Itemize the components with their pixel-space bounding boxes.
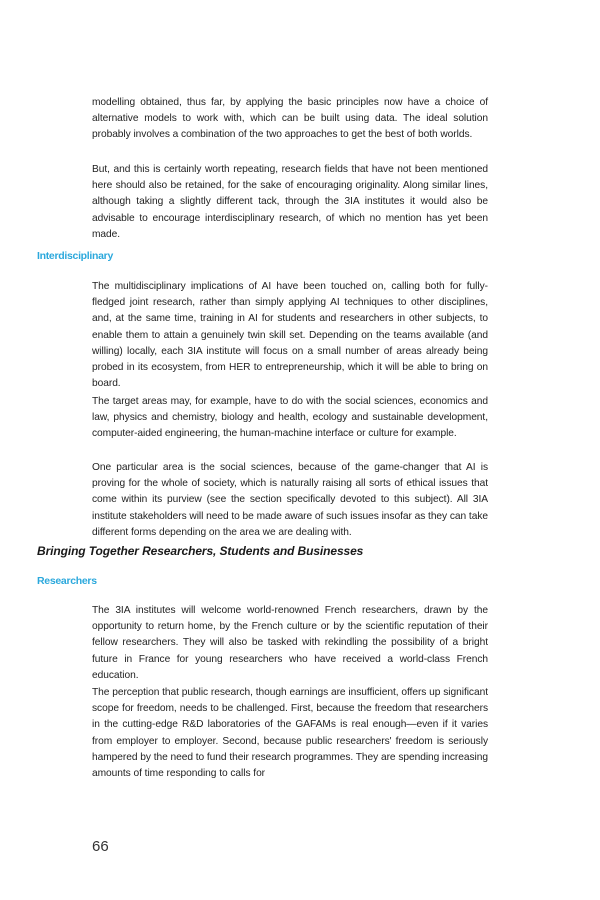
paragraph-welcome-researchers: The 3IA institutes will welcome world-renowned French researchers, drawn by the opportunity to return home, by the French culture or by the scientific reputation of their fellow researchers. They will also be tasked with rekindling the possibility of a bright future in France for young researchers who have received a world-class French education. — [92, 605, 488, 681]
subheading-interdisciplinary: Interdisciplinary — [37, 250, 114, 262]
page-number: 66 — [92, 838, 109, 855]
paragraph-social-sciences: One particular area is the social sciences, because of the game-changer that AI is proving for the whole of society, which is naturally raising all sorts of ethical issues that come within its purview (see the section specifically devoted to this subject). All 3IA institute stakeholders will need to be made aware of such issues insofar as they can take different forms depending on the area we are dealing with. — [92, 462, 488, 538]
subheading-researchers: Researchers — [37, 575, 97, 587]
paragraph-modelling: modelling obtained, thus far, by applying the basic principles now have a choice of alternative models to work with, which can be built using data. The ideal solution probably involves a combination of the two approaches to get the best of both worlds. — [92, 97, 488, 141]
paragraph-other-research-fields: But, and this is certainly worth repeating, research fields that have not been mentioned here should also be retained, for the sake of encouraging originality. Along similar lines, although taking a slightly different tack, through the 3IA institutes it would also be advisable to encourage interdisciplinary research, of which no mention has yet been made. — [92, 164, 488, 240]
section-title-bringing-together: Bringing Together Researchers, Students and Businesses — [37, 544, 364, 558]
paragraph-public-research-perception: The perception that public research, though earnings are insufficient, offers up significant scope for freedom, needs to be challenged. First, because the freedom that researchers in the cutting-edge R&D laboratories of the GAFAMs is real enough—even if it varies from employer to employer. Second, because public researchers' freedom is seriously hampered by the need to fund their research programmes. They are spending increasing amounts of time responding to calls for — [92, 687, 488, 780]
paragraph-target-areas: The target areas may, for example, have to do with the social sciences, economics and law, physics and chemistry, biology and health, ecology and sustainable development, computer-aided engineering, the human-machine interface or culture for example. — [92, 396, 488, 440]
paragraph-multidisciplinary: The multidisciplinary implications of AI have been touched on, calling both for fully-fledged joint research, rather than simply applying AI techniques to other disciplines, and, at the same time, training in AI for students and researchers in other subjects, to enable them to attain a genuinely twin skill set. Depending on the teams available (and willing) locally, each 3IA institute will focus on a small number of areas already being probed in its ecosystem, from HER to entrepreneurship, which it will be able to bring on board. — [92, 281, 488, 390]
